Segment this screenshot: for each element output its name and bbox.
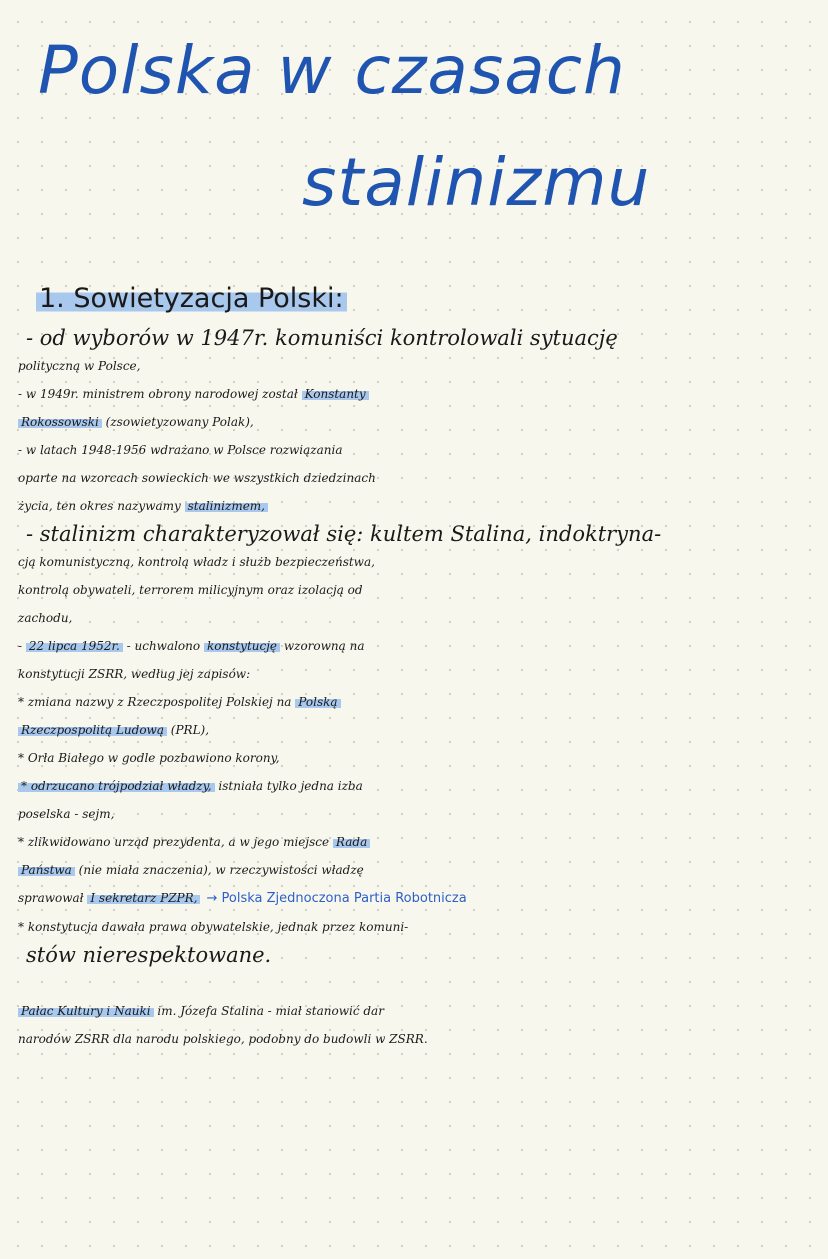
highlight: Rada bbox=[333, 835, 370, 849]
note-line: poselska - sejm, bbox=[18, 807, 115, 821]
note-line: * zmiana nazwy z Rzeczpospolitej Polskiej na Polską bbox=[18, 688, 818, 716]
note-line: Rzeczpospolitą Ludową (PRL), bbox=[18, 716, 818, 744]
note-line: konstytucji ZSRR, według jej zapisów: bbox=[18, 667, 251, 681]
highlight: konstytucję bbox=[204, 639, 280, 653]
note-line: życia, ten okres nazywamy stalinizmem, bbox=[18, 492, 818, 520]
note-line: narodów ZSRR dla narodu polskiego, podobny do budowli w ZSRR. bbox=[18, 1032, 428, 1046]
note-line: * odrzucano trójpodział władzy, istniała tylko jedna izba bbox=[18, 772, 818, 800]
note-line: - w 1949r. ministrem obrony narodowej został Konstanty bbox=[18, 380, 818, 408]
note-line: kontrolą obywateli, terrorem milicyjnym oraz izolacją od bbox=[18, 583, 363, 597]
highlight: Rokossowski bbox=[18, 415, 102, 429]
note-line: * konstytucja dawała prawa obywatelskie, jednak przez komuni- bbox=[18, 920, 409, 934]
note-line: - stalinizm charakteryzował się: kultem Stalina, indoktryna- bbox=[26, 522, 662, 546]
highlight: Rzeczpospolitą Ludową bbox=[18, 723, 167, 737]
highlight: I sekretarz PZPR, bbox=[87, 891, 200, 905]
highlight: * odrzucano trójpodział władzy, bbox=[18, 779, 215, 793]
highlight: stalinizmem, bbox=[185, 499, 268, 513]
section-heading: 1. Sowietyzacja Polski: bbox=[36, 282, 818, 316]
note-line: - od wyborów w 1947r. komuniści kontrolowali sytuację bbox=[26, 326, 618, 350]
note-line: Rokossowski (zsowietyzowany Polak), bbox=[18, 408, 818, 436]
note-line: - 22 lipca 1952r. - uchwalono konstytucję wzorowną na bbox=[18, 639, 365, 653]
highlight: Państwa bbox=[18, 863, 75, 877]
note-line: * zlikwidowano urząd prezydenta, a w jego miejsce Rada bbox=[18, 828, 818, 856]
note-line: oparte na wzorcach sowieckich we wszystkich dziedzinach bbox=[18, 471, 376, 485]
highlight: Polską bbox=[295, 695, 340, 709]
note-line: zachodu, bbox=[18, 611, 73, 625]
highlight: Konstanty bbox=[302, 387, 369, 401]
note-line: * Orła Białego w godle pozbawiono korony, bbox=[18, 751, 280, 765]
page-title-line-1: Polska w czasach bbox=[38, 32, 626, 109]
note-line: stów nierespektowane. bbox=[26, 943, 272, 967]
annotation-pzpr: → Polska Zjednoczona Partia Robotnicza bbox=[206, 891, 467, 906]
highlight: Pałac Kultury i Nauki bbox=[18, 1004, 154, 1018]
notes-body bbox=[18, 282, 818, 1053]
note-line: - w latach 1948-1956 wdrażano w Polsce rozwiązania bbox=[18, 443, 343, 457]
note-line: Pałac Kultury i Nauki im. Józefa Stalina - miał stanowić dar bbox=[18, 997, 818, 1025]
note-line: cją komunistyczną, kontrolą władz i służb bezpieczeństwa, bbox=[18, 555, 375, 569]
note-line: Państwa (nie miała znaczenia), w rzeczywistości władzę bbox=[18, 856, 818, 884]
page-title-line-2: stalinizmu bbox=[302, 144, 651, 221]
highlight: 22 lipca 1952r. bbox=[26, 639, 123, 653]
note-line: sprawował I sekretarz PZPR, → Polska Zjednoczona Partia Robotnicza bbox=[18, 891, 467, 906]
note-line: polityczną w Polsce, bbox=[18, 359, 141, 373]
